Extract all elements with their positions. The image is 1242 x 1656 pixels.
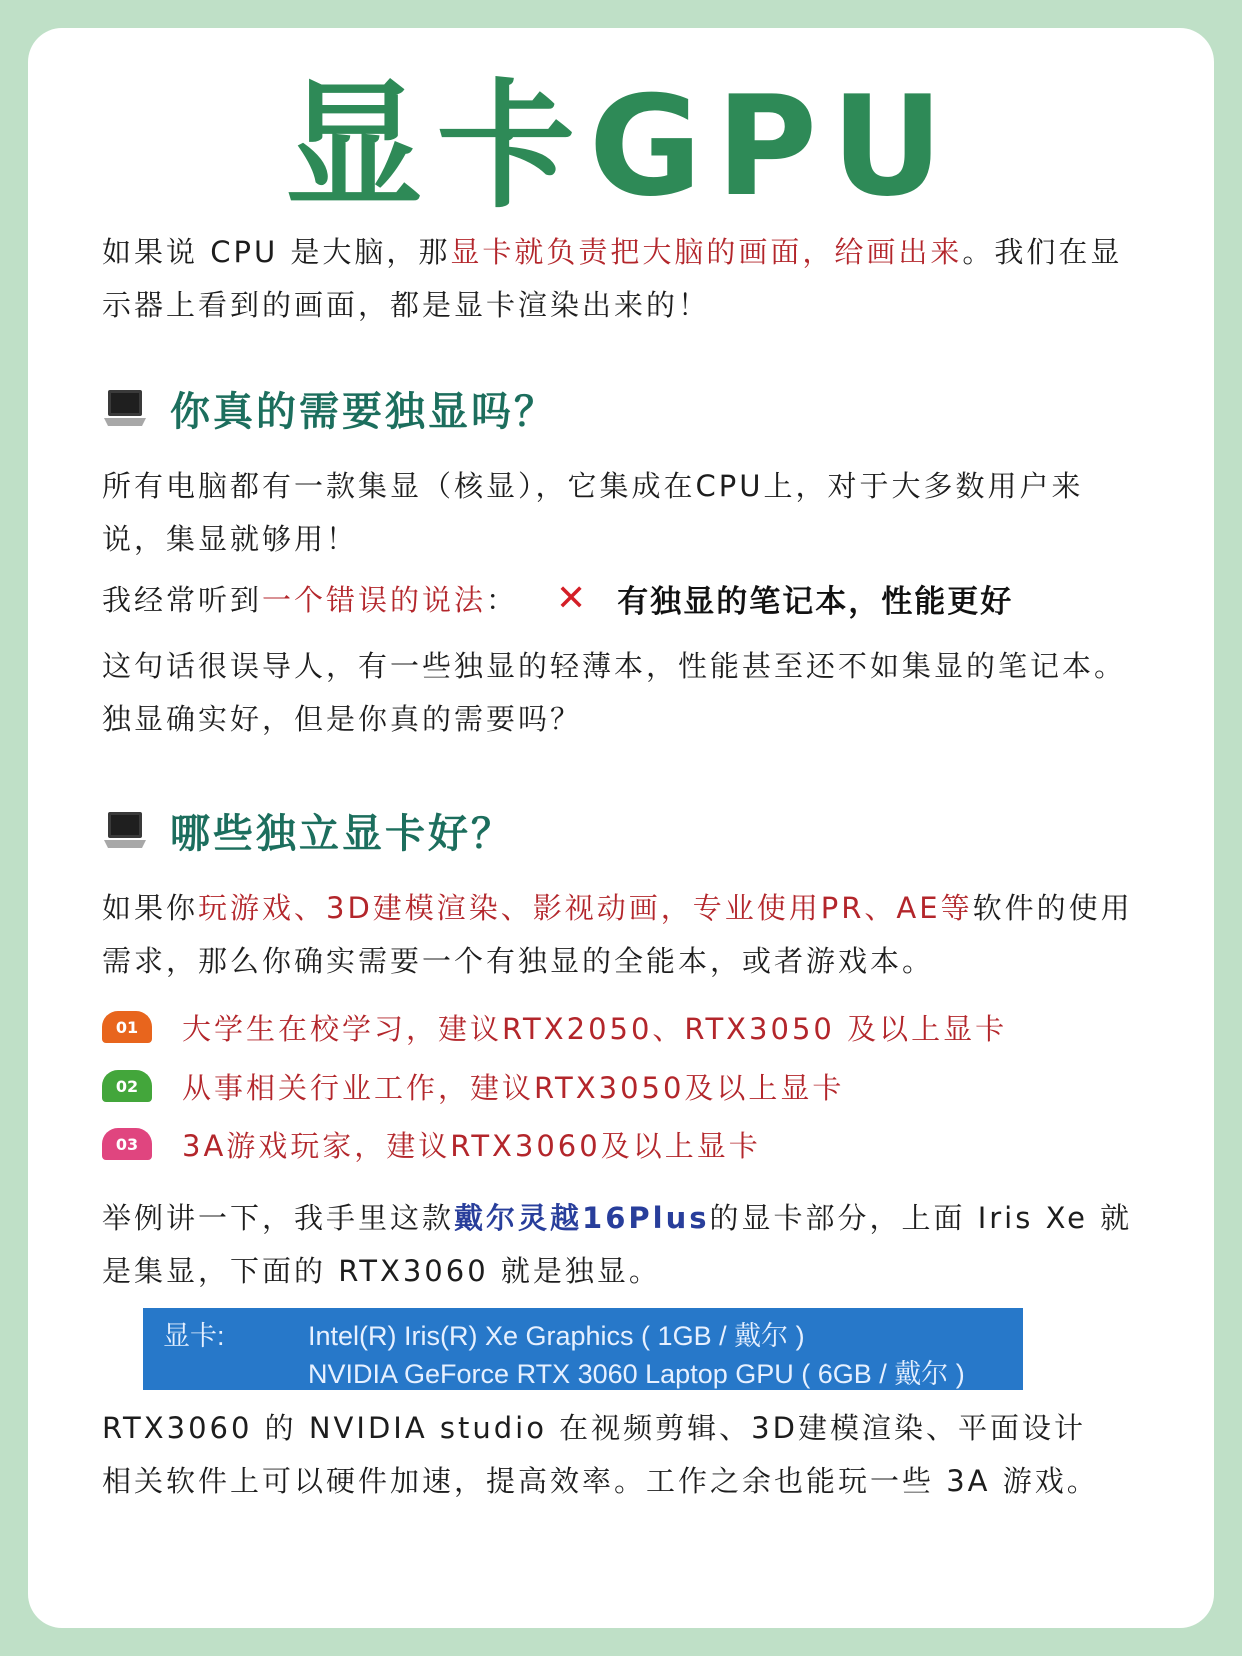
gpu-info-screenshot [143,1308,1023,1390]
misconception-colon: ： [486,582,519,617]
discrete-gpu: NVIDIA GeForce RTX 3060 Laptop GPU ( 6GB / 戴尔 ) [308,1359,965,1389]
misconception-statement: 有独显的笔记本，性能更好 [607,576,1023,621]
number-badge: 01 [102,1011,152,1043]
laptop-icon [102,386,148,430]
gpu-label: 显卡: [163,1321,225,1351]
intro-paragraph [102,226,1142,332]
number-badge: 02 [102,1070,152,1102]
section1-followup: 这句话很误导人，有一些独显的轻薄本，性能甚至还不如集显的笔记本。独显确实好，但是你真的需要吗？ [102,649,1127,736]
list-item-text: 从事相关行业工作，建议RTX3050及以上显卡 [182,1070,845,1105]
example-text: 举例讲一下，我手里这款 [102,1201,455,1235]
intro-highlight: 显卡就负责把大脑的画面，给画出来 [450,235,963,269]
laptop-model: 戴尔灵越16Plus [454,1201,710,1235]
section1-heading-text: 你真的需要独显吗？ [170,388,557,435]
section2-text: 如果你 [102,891,199,925]
closing-paragraph: RTX3060 的 NVIDIA studio 在视频剪辑、3D建模渲染、平面设计相关软件上可以硬件加速，提高效率。工作之余也能玩一些 3A 游戏。 [102,1411,1099,1498]
section2-highlight: 玩游戏、3D建模渲染、影视动画，专业使用PR、AE等 [198,891,973,925]
laptop-icon [102,808,148,852]
section2-paragraph [102,882,1142,988]
example-paragraph [102,1192,1142,1298]
section2-heading-text: 哪些独立显卡好？ [170,810,514,857]
misconception-prefix: 我经常听到 [102,582,263,617]
misconception-line [102,574,1023,622]
example-text-end: 的显卡部分，上面 Iris Xe 就是集显，下面的 RTX3060 就是独显。 [102,1201,1133,1288]
list-item [102,1066,844,1106]
intro-text: 如果说 CPU 是大脑，那 [102,235,451,269]
misconception-label: 一个错误的说法 [262,582,487,617]
integrated-gpu: Intel(R) Iris(R) Xe Graphics ( 1GB / 戴尔 ) [308,1321,805,1351]
list-item [102,1124,761,1164]
section1-paragraph: 所有电脑都有一款集显（核显），它集成在CPU上，对于大多数用户来说，集显就够用！ [102,469,1084,556]
section2-heading [102,800,514,860]
list-item-text: 大学生在校学习，建议RTX2050、RTX3050 及以上显卡 [182,1011,1008,1046]
cross-icon: ✕ [556,577,590,619]
section1-heading [102,378,557,438]
number-badge: 03 [102,1128,152,1160]
list-item-text: 3A游戏玩家，建议RTX3060及以上显卡 [182,1128,761,1163]
intro-text-end: 。我们在显示器上看到的画面，都是显卡渲染出来的！ [102,235,1123,322]
page-title: 显卡GPU [284,66,958,227]
section2-text-end: 软件的使用需求，那么你确实需要一个有独显的全能本，或者游戏本。 [102,891,1133,978]
list-item [102,1007,1007,1047]
